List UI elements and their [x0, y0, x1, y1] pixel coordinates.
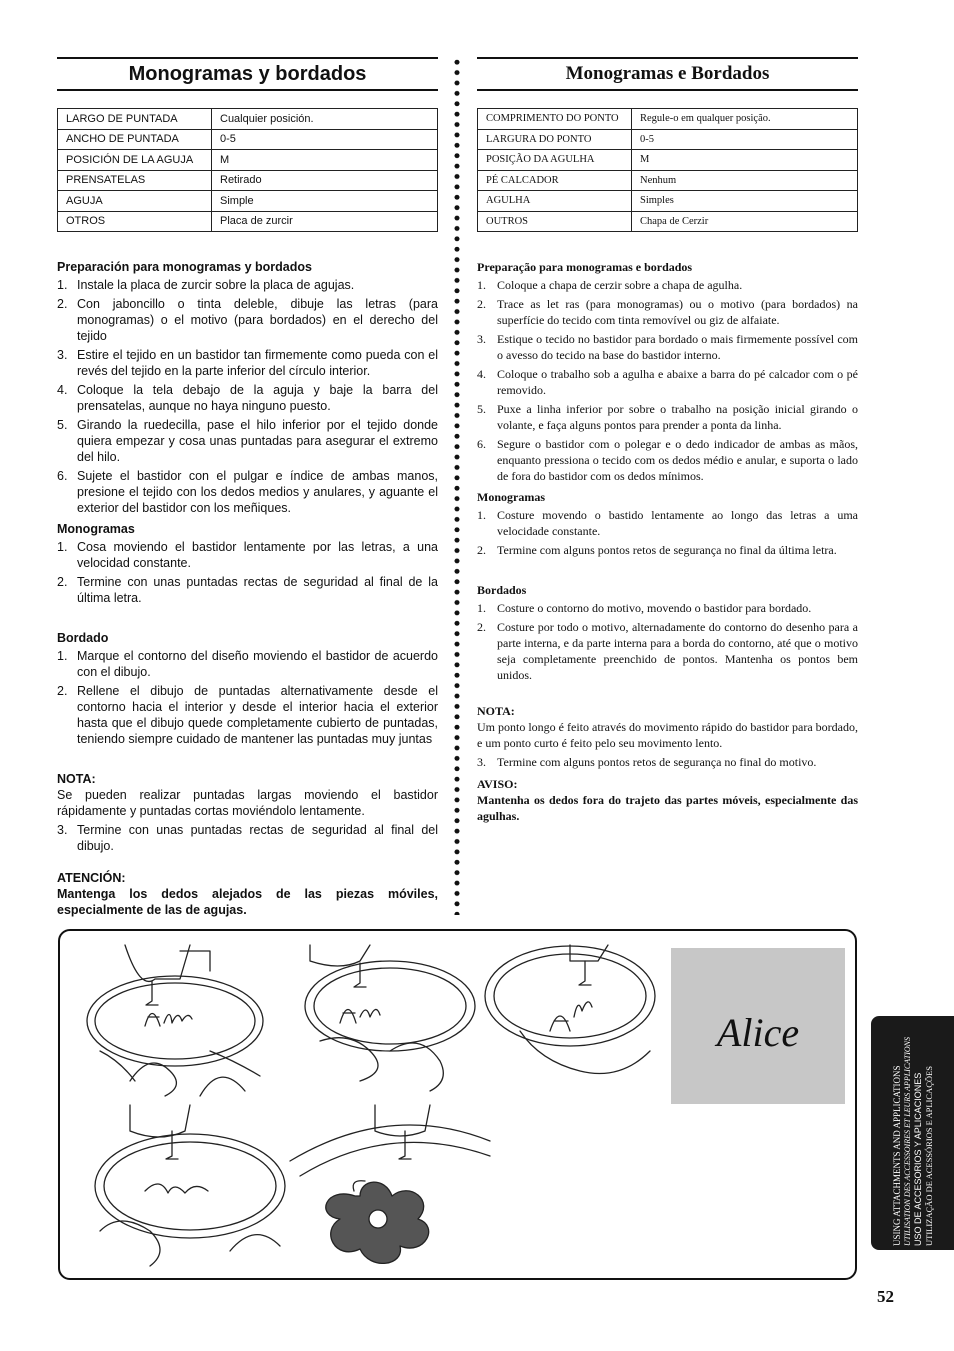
setting-value: Regule-o em qualquer posição.: [632, 109, 858, 130]
embroidery-section: [57, 630, 438, 747]
section-heading: Monogramas: [57, 522, 135, 536]
page-title: Monogramas e Bordados: [477, 57, 858, 91]
table-row: [478, 191, 858, 212]
setting-name: OUTROS: [478, 211, 632, 232]
list-item: 2. Trace as let ras (para monogramas) ou o motivo (para bordados) na superfície do tecido com tinta removível ou giz de alfaiate.: [477, 297, 858, 327]
setting-name: OTROS: [58, 211, 212, 232]
illustration-step-3: [485, 945, 655, 1074]
setting-name: COMPRIMENTO DO PONTO: [478, 109, 632, 130]
list-item: 1. Costure o contorno do motivo, movendo o bastidor para bordado.: [477, 601, 812, 615]
section-heading: Preparação para monogramas e bordados: [477, 260, 693, 274]
illustration-panel: [58, 929, 857, 1280]
embroidery-section: [477, 582, 858, 683]
setting-name: LARGURA DO PONTO: [478, 129, 632, 150]
alice-sample: [671, 948, 845, 1104]
setting-name: POSICIÓN DE LA AGUJA: [58, 150, 212, 171]
settings-table: [57, 108, 438, 232]
warning-heading: AVISO:: [477, 777, 518, 791]
illustration-step-4: [95, 1105, 285, 1266]
tab-line-pt: UTILIZAÇÃO DE ACESSÓRIOS E APLICAÇÕES: [923, 1066, 933, 1246]
table-row: [58, 211, 438, 232]
prep-section: [57, 259, 438, 516]
setting-name: PÉ CALCADOR: [478, 170, 632, 191]
setting-value: 0-5: [212, 129, 438, 150]
list-item: 1. Coloque a chapa de cerzir sobre a chapa de agulha.: [477, 278, 743, 292]
setting-value: M: [212, 150, 438, 171]
portuguese-column: [477, 57, 858, 824]
table-row: [478, 170, 858, 191]
list-item: 1. Costure movendo o bastido lentamente ao longo das letras a uma velocidade constante.: [477, 508, 858, 538]
monogram-section: [477, 489, 858, 558]
list-item: 5. Girando la ruedecilla, pase el hilo inferior por el tejido donde quiera empezar y cosa unas puntadas para asegurar el extremo del hilo.: [57, 418, 438, 464]
tab-line-es: USO DE ACCESORIOS Y APLICACIONES: [912, 1072, 923, 1246]
list-item: 4. Coloque o trabalho sob a agulha e abaixe a barra do pé calcador com o pé removido.: [477, 367, 858, 397]
list-item: 3. Estique o tecido no bastidor para bordado o mais firmemente possível com o avesso do tecido na base do bastidor interno.: [477, 332, 858, 362]
svg-text:Alice: Alice: [716, 1010, 800, 1055]
note-text: Um ponto longo é feito através do movimento rápido do bastidor para bordado, e um ponto curto é feito pelo seu movimento lento.: [477, 720, 858, 750]
tab-line-en: USING ATTACHMENTS AND APPLICATIONS: [891, 1065, 902, 1246]
warning-heading: ATENCIÓN:: [57, 871, 126, 885]
warning-section: [57, 870, 438, 918]
table-row: [478, 129, 858, 150]
setting-value: Cualquier posición.: [212, 109, 438, 130]
note-section: [57, 771, 438, 854]
table-row: [58, 150, 438, 171]
setting-name: AGULHA: [478, 191, 632, 212]
table-row: [58, 191, 438, 212]
setting-value: Simple: [212, 191, 438, 212]
setting-name: PRENSATELAS: [58, 170, 212, 191]
list-item: 1. Marque el contorno del diseño moviendo el bastidor de acuerdo con el dibujo.: [57, 649, 438, 679]
list-item: 5. Puxe a linha inferior por sobre o trabalho na posição inicial girando o volante, e faça alguns pontos para prender a ponta da linha.: [477, 402, 858, 432]
note-heading: NOTA:: [57, 772, 96, 786]
list-item: 3. Termine com alguns pontos retos de segurança no final do motivo.: [477, 755, 817, 769]
sewing-illustrations: [60, 931, 854, 1277]
list-item: 6. Sujete el bastidor con el pulgar e índice de ambas manos, presione el tejido con los dedos medios y anulares, y aguante el exterior del bastidor con los meñiques.: [57, 469, 438, 515]
setting-name: AGUJA: [58, 191, 212, 212]
setting-name: ANCHO DE PUNTADA: [58, 129, 212, 150]
dotted-divider: [453, 57, 461, 915]
list-item: 2. Termine con unas puntadas rectas de seguridad al final de la última letra.: [57, 575, 438, 605]
section-tab: [871, 1016, 954, 1250]
warning-text: Mantenga los dedos alejados de las piezas móviles, especialmente de las de agujas.: [57, 887, 438, 917]
spanish-column: [57, 57, 438, 918]
page-title: Monogramas y bordados: [57, 57, 438, 91]
list-item: 3. Estire el tejido en un bastidor tan firmemente como pueda con el revés del tejido en la parte inferior del círculo interior.: [57, 348, 438, 378]
page-number: 52: [877, 1287, 894, 1306]
setting-value: Simples: [632, 191, 858, 212]
table-row: [58, 129, 438, 150]
prep-section: [477, 259, 858, 484]
setting-value: 0-5: [632, 129, 858, 150]
note-text: Se pueden realizar puntadas largas moviendo el bastidor rápidamente y puntadas cortas moviéndolo lentamente.: [57, 788, 438, 818]
setting-name: POSIÇÃO DA AGULHA: [478, 150, 632, 171]
list-item: 2. Rellene el dibujo de puntadas alternativamente desde el contorno hacia el interior y desde el interior hacia el exterior hasta que el dibujo quede completamente cubierto de puntadas, teniendo siempre cuidado de mantener las puntadas muy juntas: [57, 684, 438, 746]
table-row: [58, 109, 438, 130]
note-heading: NOTA:: [477, 704, 515, 718]
setting-name: LARGO DE PUNTADA: [58, 109, 212, 130]
setting-value: Placa de zurcir: [212, 211, 438, 232]
setting-value: Nenhum: [632, 170, 858, 191]
illustration-step-5: [290, 1105, 490, 1263]
illustration-step-2: [305, 945, 475, 1091]
setting-value: Chapa de Cerzir: [632, 211, 858, 232]
section-heading: Monogramas: [477, 490, 545, 504]
monogram-section: [57, 521, 438, 606]
table-row: [58, 170, 438, 191]
list-item: 3. Termine con unas puntadas rectas de seguridad al final del dibujo.: [57, 823, 438, 853]
setting-value: M: [632, 150, 858, 171]
tab-line-fr: UTILISATION DES ACCESSOIRES ET LEURS APPLICATIONS: [902, 1037, 911, 1246]
section-heading: Bordados: [477, 583, 527, 597]
table-row: [478, 109, 858, 130]
list-item: 2. Termine com alguns pontos retos de segurança no final da última letra.: [477, 543, 837, 557]
illustration-step-1: [87, 945, 263, 1096]
list-item: 6. Segure o bastidor com o polegar e o dedo indicador de ambas as mãos, enquanto pressiona o tecido com os dedos médio e anular, e suporta o lado de fora do bastidor com os dedos mínimos.: [477, 437, 858, 483]
section-heading: Bordado: [57, 631, 109, 645]
section-heading: Preparación para monogramas y bordados: [57, 260, 312, 274]
list-item: 1. Cosa moviendo el bastidor lentamente por las letras, a una velocidad constante.: [57, 540, 438, 570]
setting-value: Retirado: [212, 170, 438, 191]
list-item: 2. Costure por todo o motivo, alternadamente do contorno do desenho para a parte interna, e da parte interna para a borda do contorno, até que o motivo seja completamente preenchido de pontos. Mantenha os pontos bem unidos.: [477, 620, 858, 682]
warning-text: Mantenha os dedos fora do trajeto das partes móveis, especialmente das agulhas.: [477, 793, 858, 823]
list-item: 4. Coloque la tela debajo de la aguja y baje la barra del prensatelas, aunque no haya ninguno puesto.: [57, 383, 438, 413]
list-item: 2. Con jaboncillo o tinta deleble, dibuje las letras (para monogramas) o el motivo (para bordados) en el derecho del tejido: [57, 297, 438, 343]
note-section: [477, 703, 858, 770]
list-item: 1. Instale la placa de zurcir sobre la placa de agujas.: [57, 278, 355, 292]
warning-section: [477, 776, 858, 824]
table-row: [478, 150, 858, 171]
table-row: [478, 211, 858, 232]
settings-table: [477, 108, 858, 232]
